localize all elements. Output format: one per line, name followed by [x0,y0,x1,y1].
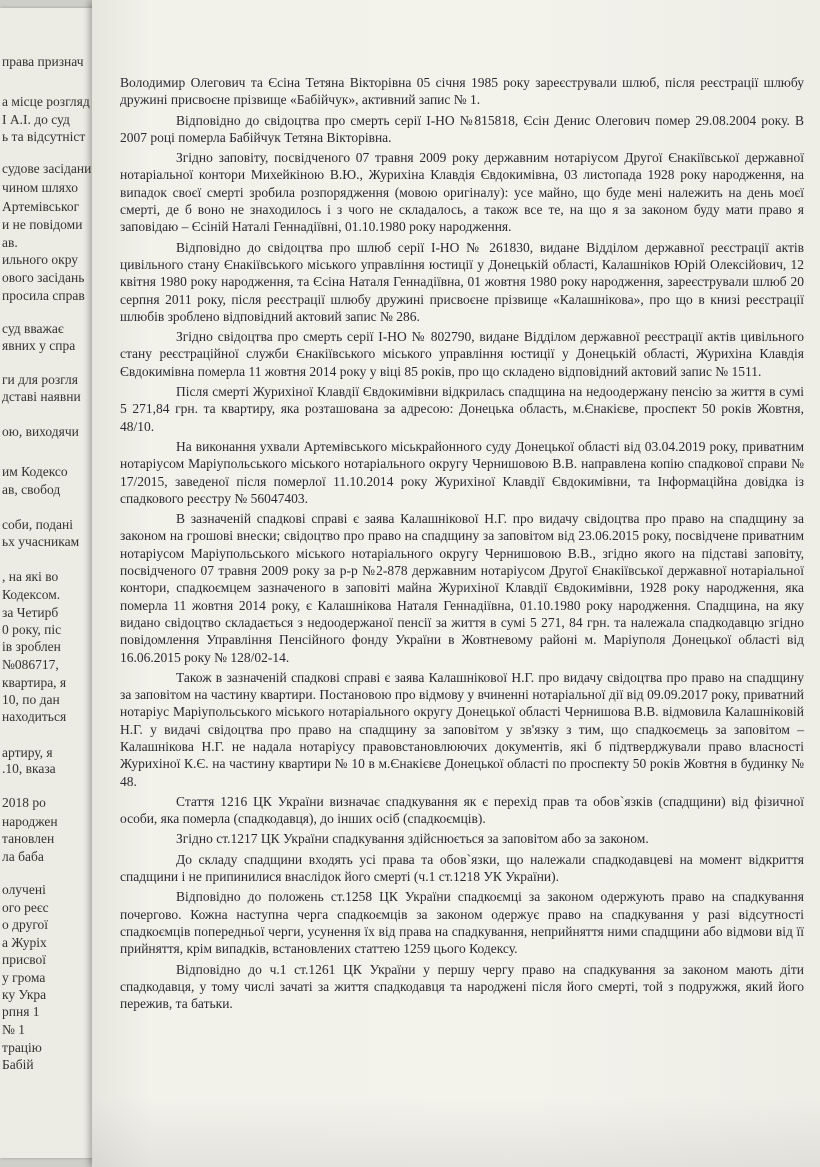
underlying-line: явних у спра [2,338,76,353]
underlying-line: у грома [2,970,46,985]
underlying-line: , на які во [2,569,59,584]
document-page [92,0,820,1167]
underlying-line: №086717, [2,657,59,672]
paragraph: Згідно ст.1217 ЦК України спадкування здійснюється за заповітом або за законом. [176,831,649,847]
underlying-line: соби, подані [2,517,74,532]
underlying-line: Кодексом. [2,587,61,602]
document-body [120,74,804,1015]
underlying-line: 0 року, піс [2,622,62,637]
paragraph: Відповідно до положень ст.1258 ЦК України спадкоємці за законом одержують право на спадкування почергово. Кожна наступна черга спадкоємців за законом одержує право на спадкування у разі відсутності спадкоємців попередньої черги, усунення їх від права на спадкування, неприйняття ними спадщини або відмови від її прийняття, крім випадків, встановлених статтею 1259 цього Кодексу. [120,889,804,957]
paragraph: Відповідно до свідоцтва про шлюб серії І-НО № 261830, видане Відділом державної реєстрації актів цивільного стану Єнакіївського міського управління юстиції у Донецькій області, Калашніков Юрій Олексійович, 12 квітня 1980 року народження, та Єсіна Наталя Геннадіївна, 01 жовтня 1980 року народження, зареєстрували шлюб 20 серпня 2011 року, після реєстрації шлюбу дружині присвоєне прізвище «Калашнікова», про що в книзі реєстрації шлюбів зроблено відповідний актовий запис № 286. [120,239,804,324]
underlying-line: .10, вказа [2,761,56,776]
underlying-line: трацію [2,1040,42,1055]
underlying-line: рпня 1 [2,1004,40,1019]
paragraph: Володимир Олегович та Єсіна Тетяна Вікторівна 05 січня 1985 року зареєстрували шлюб, після реєстрації шлюбу дружині присвоєне прізвище «Бабійчук», активний запис № 1. [120,75,804,108]
paragraph: Відповідно до свідоцтва про смерть серії І-НО №815818, Єсін Денис Олегович помер 29.08.2004 року. В 2007 році померла Бабійчук Тетяна Вікторівна. [120,112,804,145]
underlying-line: тановлен [2,831,55,846]
underlying-line: квартира, я [2,675,67,690]
underlying-line: а Журіх [2,935,47,950]
underlying-line: ого реєс [2,900,49,915]
underlying-line: № 1 [2,1022,26,1037]
underlying-line: ь та відсутніст [2,129,86,144]
underlying-line: Бабій [2,1057,34,1072]
underlying-line: за Четирб [2,605,59,620]
underlying-line: а місце розгляд [2,94,90,109]
underlying-line: им Кодексо [2,464,68,479]
underlying-line: присвої [2,952,46,967]
underlying-line: права признач [2,54,84,69]
paragraph: Згідно заповіту, посвідченого 07 травня 2009 року державним нотаріусом Другої Єнакіївської державної нотаріальної контори Михейкіною В.Ю., Журихіна Клавдія Євдокимівна, 03 листопада 1928 року народження, на випадок своєї смерті зробила розпорядження (мовою оригіналу): усе майно, що буде мені належить на день моєї смерті, де б воно не знаходилось і з чого не складалось, а також все те, на що я за законом буду мати право я заповідаю – Єсіній Наталі Геннадіївні, 01.10.1980 року народження. [120,150,804,235]
paragraph: До складу спадщини входять усі права та обов`язки, що належали спадкодавцеві на момент відкриття спадщини і не припинилися внаслідок його смерті (ч.1 ст.1218 УК України). [120,851,804,885]
underlying-line: и не повідоми [2,217,83,232]
underlying-line: 10, по дан [2,692,60,707]
underlying-line: ги для розгля [2,372,78,387]
paragraph: Після смерті Журихіної Клавдії Євдокимівни відкрилась спадщина на недоодержану пенсію за життя в сумі 5 271,84 грн. та квартиру, яка розташована за адресою: Донецька область, м.Єнакієве, проспект 50 років Жовтня, 48/10. [120,384,804,434]
underlying-line: народжен [2,814,58,829]
underlying-line: Артемівськог [2,199,80,214]
underlying-line: суд вважає [2,321,64,336]
underlying-line: ового засідань [2,270,85,285]
underlying-line: ів зроблен [2,639,61,654]
underlying-line: о другої [2,917,49,932]
paragraph: Згідно свідоцтва про смерть серії І-НО № 802790, видане Відділом державної реєстрації актів цивільного стану реєстраційної служби Єнакіївського міського управління юстиції у Донецькій області, Журихіна Клавдія Євдокимівна померла 11 жовтня 2014 року у віці 85 років, про що складено відповідний актовий запис № 1511. [120,329,804,379]
underlying-line: ку Укра [2,987,47,1002]
underlying-line: ою, виходячи [2,424,79,439]
paragraph: Також в зазначеній спадкові справі є заява Калашнікової Н.Г. про видачу свідоцтва про право на спадщину за заповітом на частину квартири. Постановою про відмову у вчиненні нотаріальної дії від 09.09.2017 року, приватний нотаріус Маріупольського міського нотаріального округу Донецької області Чернишова В.В. відмовила Калашніковій Н.Г. у видачі свідоцтва про право на спадщину за заповітом у зв'язку з тим, що спадкоємець за заповітом – Калашнікова Н.Г. не надала нотаріусу правовстановлюючих документів, які б підтверджували право власності Журихіної К.Є. на частину квартири № 10 в м.Єнакієве Донецької області по проспекту 50 років Жовтня в будинку № 48. [120,669,804,789]
underlying-line: артиру, я [2,745,53,760]
underlying-line: судове засідани [2,161,92,176]
underlying-line: ла баба [2,849,44,864]
underlying-line: чином шляхо [2,180,78,195]
underlying-line: просила справ [2,288,85,303]
underlying-line: 2018 ро [2,795,46,810]
underlying-line: ав, свобод [2,482,61,497]
underlying-line: находиться [2,709,67,724]
paragraph: Відповідно до ч.1 ст.1261 ЦК України у першу чергу право на спадкування за законом мають діти спадкодавця, у тому числі зачаті за життя спадкодавця та народжені після його смерті, той з подружжя, який його пережив, та батьки. [120,961,804,1012]
underlying-line: ильного окру [2,252,79,267]
underlying-line: ав. [2,235,18,250]
underlying-line: олучені [2,882,46,897]
underlying-line: ьх учасникам [2,534,80,549]
paragraph: В зазначеній спадкові справі є заява Калашнікової Н.Г. про видачу свідоцтва про право на спадщину за законом на грошові внески; свідоцтво про право на спадщину за заповітом від 23.06.2015 року, посвідчене приватним нотаріусом Маріупольського міського нотаріального округу Чернишовою В.В., згідно якого на підставі заповіту, посвідченого 07 травня 2009 року за р-р №2-878 державним нотаріусом Другої Єнакіївської державної нотаріальної контори, спадкоємцем зазначеного в заповіті майна Журихіної Клавдії Євдокимівни, 1928 року народження, яка померла 11 жовтня 2014 року, є Калашнікова Наталя Геннадіївна, 01.10.1980 року народження. Спадщина, на яку видано свідоцтво складається з недоодержаної пенсії за життя в сумі 5 271, 84 грн. та належала спадкодавцю згідно повідомлення Управління Пенсійного фонду України в Жовтневому районі м. Маріуполя Донецької області від 16.06.2015 року № 128/02-14. [120,511,804,665]
paragraph: Стаття 1216 ЦК України визначає спадкування як є перехід прав та обов`язків (спадщини) від фізичної особи, яка померла (спадкодавця), до інших осіб (спадкоємців). [120,793,804,827]
underlying-line: І А.І. до суд [2,112,70,127]
underlying-line: дставі наявни [2,389,81,404]
paragraph: На виконання ухвали Артемівського міськрайонного суду Донецької області від 03.04.2019 року, приватним нотаріусом Маріупольського міського нотаріального округу Чернишовою В.В. направлена копію спадкової справи № 17/2015, заведеної після померлої 11.10.2014 року Журихіної Клавдії Євдокимівни, та Інформаційна довідка із спадкового реєстру № 56047403. [120,438,804,506]
